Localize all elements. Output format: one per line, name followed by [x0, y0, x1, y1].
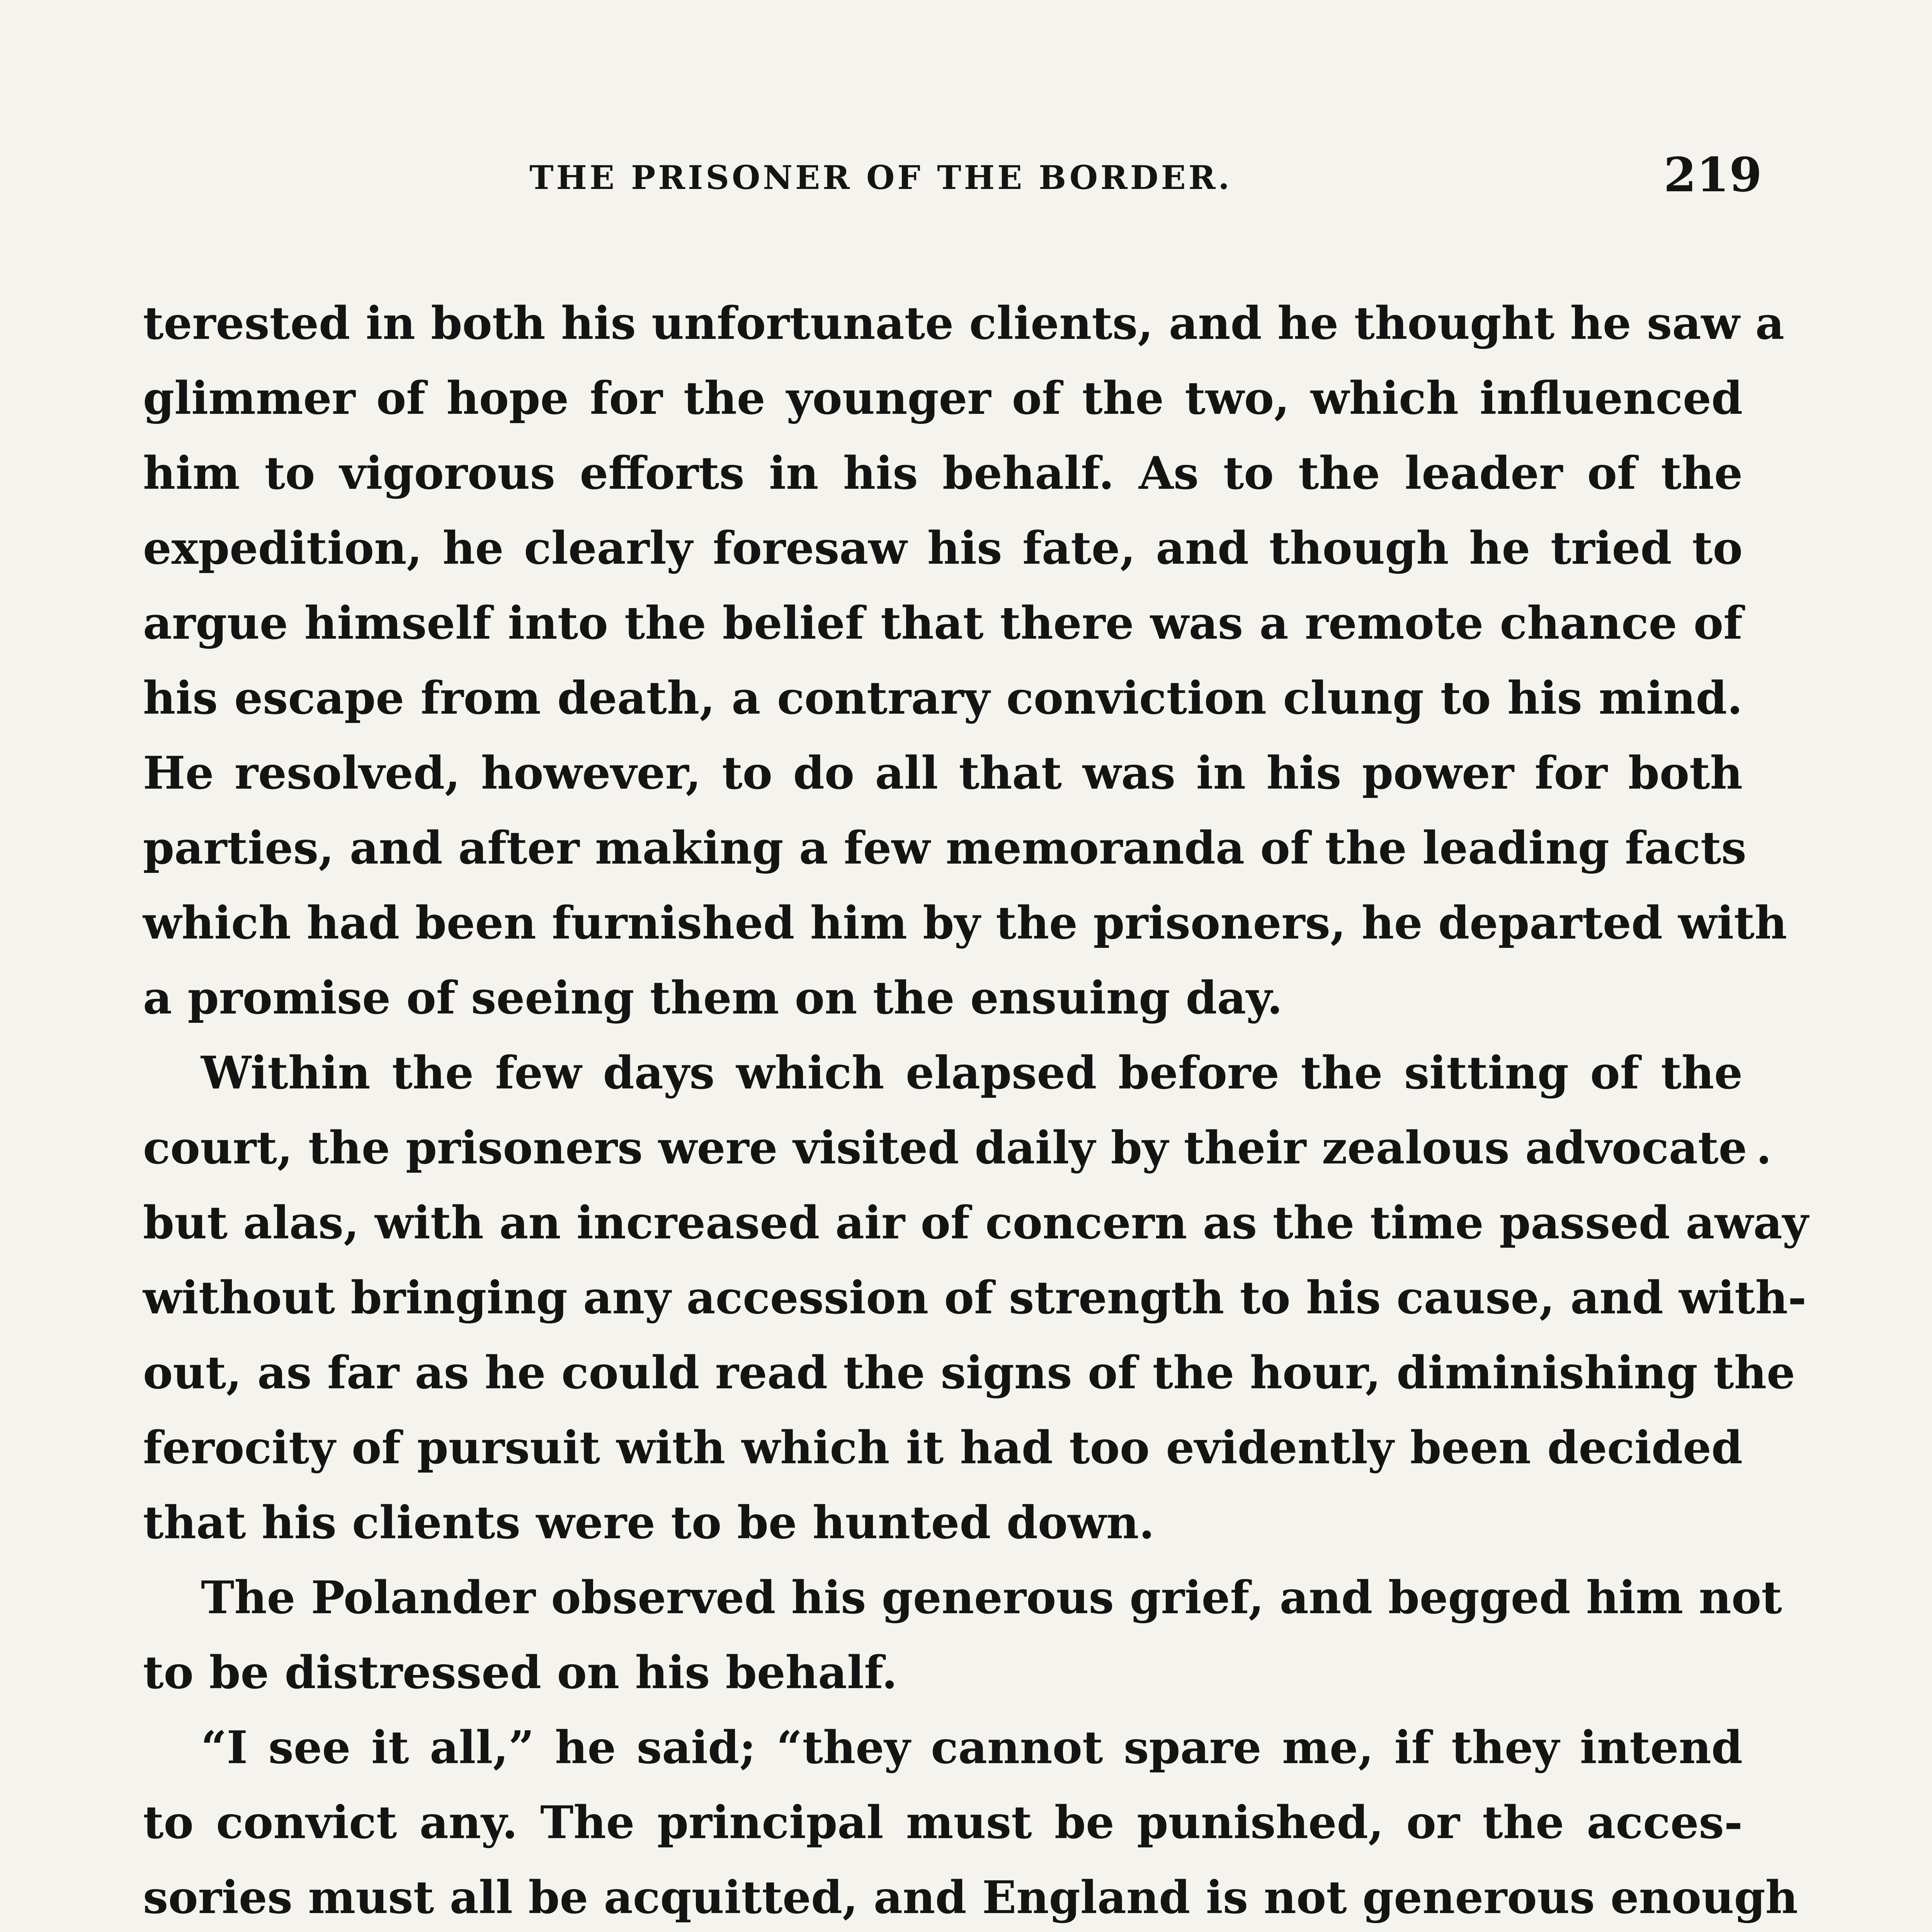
page-number: 219 [1663, 147, 1762, 202]
paragraph-first-line: The Polander observed his generous grief, and begged him not [201, 1571, 1782, 1624]
text-line: court, the prisoners were visited daily by their zealous advocate . [143, 1122, 1772, 1174]
text-line: without bringing any accession of strength to his cause, and with- [143, 1272, 1807, 1324]
text-line: that his clients were to be hunted down. [143, 1497, 1155, 1549]
paragraph-first-line: Within the few days which elapsed before the sitting of the [201, 1047, 1743, 1099]
text-line: to be distressed on his behalf. [143, 1646, 898, 1699]
text-line: ferocity of pursuit with which it had too evidently been decided [143, 1422, 1743, 1474]
text-line: his escape from death, a contrary conviction clung to his mind. [143, 672, 1743, 724]
text-line: which had been furnished him by the prisoners, he departed with [143, 897, 1787, 949]
body-text [143, 286, 1809, 1932]
text-line: him to vigorous efforts in his behalf. As to the leader of the [143, 447, 1743, 500]
text-line: out, as far as he could read the signs of the hour, diminishing the [143, 1347, 1795, 1399]
text-line: a promise of seeing them on the ensuing day. [143, 972, 1283, 1024]
text-line: expedition, he clearly foresaw his fate, and though he tried to [143, 522, 1743, 575]
text-line: but alas, with an increased air of concern as the time passed away [143, 1197, 1809, 1249]
text-line: glimmer of hope for the younger of the two, which influenced [143, 372, 1743, 425]
text-line: to convict any. The principal must be punished, or the acces- [143, 1796, 1743, 1849]
text-line: terested in both his unfortunate clients, and he thought he saw a [143, 297, 1784, 350]
text-line: parties, and after making a few memoranda of the leading facts [143, 822, 1747, 874]
text-line: He resolved, however, to do all that was in his power for both [143, 747, 1743, 799]
page-header [495, 147, 1762, 216]
text-line: sories must all be acquitted, and England is not generous enough [143, 1871, 1798, 1924]
text-line: argue himself into the belief that there was a remote chance of [143, 597, 1743, 650]
running-title: THE PRISONER OF THE BORDER. [529, 158, 1232, 197]
paragraph-first-line: “I see it all,” he said; “they cannot spare me, if they intend [201, 1721, 1743, 1774]
